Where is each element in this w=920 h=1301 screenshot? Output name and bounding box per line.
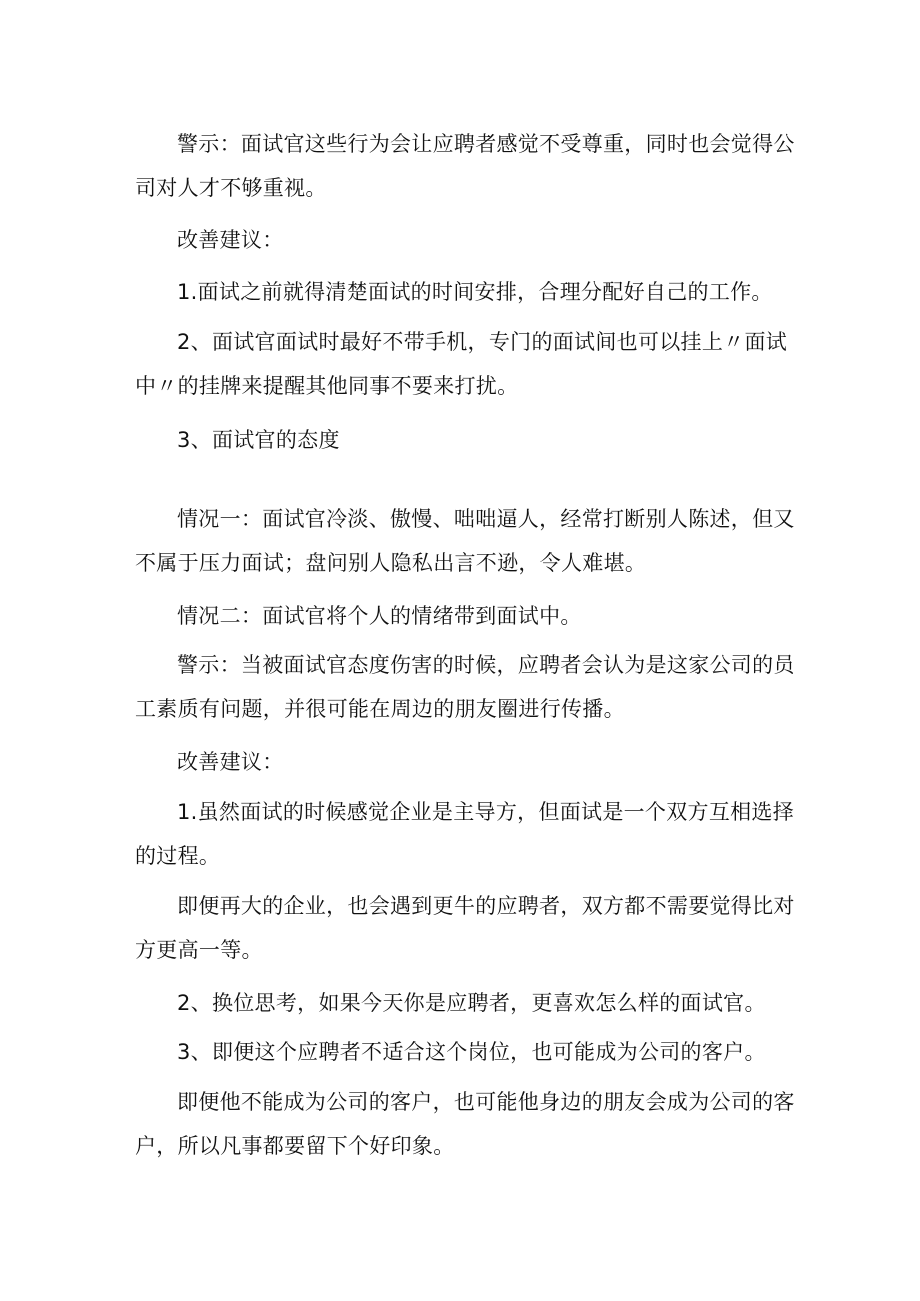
paragraph-suggestion-heading-1: 改善建议：: [177, 228, 284, 252]
paragraph-suggestion-1-1: 1.面试之前就得清楚面试的时间安排，合理分配好自己的工作。: [177, 280, 773, 304]
paragraph-warning-2: 警示：当被面试官态度伤害的时候，应聘者会认为是这家公司的员工素质有问题，并很可能在周边的朋友圈进行传播。: [135, 653, 795, 721]
paragraph-suggestion-2-2: 2、换位思考，如果今天你是应聘者，更喜欢怎么样的面试官。: [177, 991, 766, 1015]
paragraph-suggestion-2-1-detail: 即便再大的企业，也会遇到更牛的应聘者，双方都不需要觉得比对方更高一等。: [135, 894, 795, 962]
paragraph-warning-1: 警示：面试官这些行为会让应聘者感觉不受尊重，同时也会觉得公司对人才不够重视。: [135, 132, 795, 200]
paragraph-suggestion-2-3: 3、即便这个应聘者不适合这个岗位，也可能成为公司的客户。: [177, 1040, 766, 1064]
paragraph-situation-1: 情况一：面试官冷淡、傲慢、咄咄逼人，经常打断别人陈述，但又不属于压力面试；盘问别人隐私出言不逊，令人难堪。: [135, 507, 795, 575]
paragraph-suggestion-1-2: 2、面试官面试时最好不带手机，专门的面试间也可以挂上〃面试中〃的挂牌来提醒其他同事不要来打扰。: [135, 330, 788, 398]
paragraph-suggestion-2-3-detail: 即便他不能成为公司的客户，也可能他身边的朋友会成为公司的客户，所以凡事都要留下个好印象。: [135, 1090, 795, 1158]
paragraph-suggestion-2-1: 1.虽然面试的时候感觉企业是主导方，但面试是一个双方互相选择的过程。: [135, 800, 795, 868]
paragraph-section-3-heading: 3、面试官的态度: [177, 428, 340, 452]
paragraph-situation-2: 情况二：面试官将个人的情绪带到面试中。: [177, 604, 582, 628]
paragraph-suggestion-heading-2: 改善建议：: [177, 750, 284, 774]
